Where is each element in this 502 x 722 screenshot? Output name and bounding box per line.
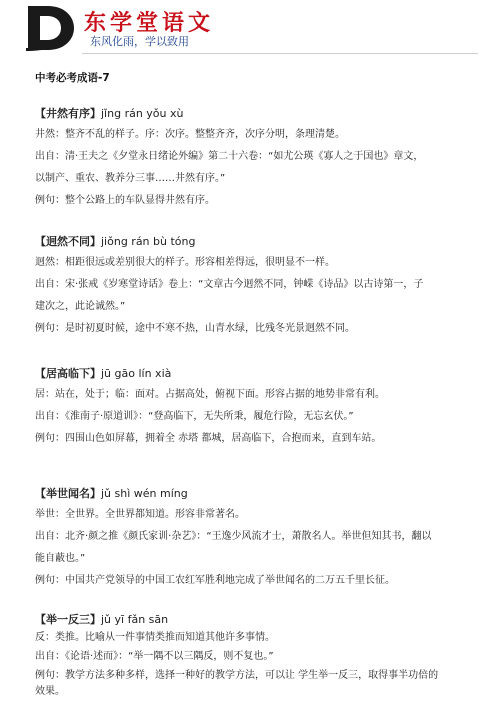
idiom-name: 【井然有序】: [35, 107, 101, 120]
idiom-example: 例句：中国共产党领导的中国工农红军胜利地完成了举世闻名的二万五千里长征。: [35, 575, 395, 586]
idiom-meaning: 井然：整齐不乱的样子。序：次序。整整齐齐，次序分明，条理清楚。: [35, 129, 345, 140]
idiom-entry: [35, 486, 480, 589]
idiom-name: 【迥然不同】: [35, 235, 101, 248]
idiom-source-line: 出自：宋·张戒《岁寒堂诗话》卷上：“文章古今迥然不同，钟嵘《诗品》以古诗第一，子: [35, 279, 424, 290]
idiom-meaning: 居：站在，处于；临：面对。占据高处，俯视下面。形容占据的地势非常有利。: [35, 389, 385, 400]
idiom-example: 例句：是时初夏时候，途中不寒不热，山青水绿，比残冬光景迥然不同。: [35, 323, 355, 334]
idiom-meaning: 举世：全世界。全世界都知道。形容非常著名。: [35, 509, 245, 520]
idiom-example: 例句：教学方法多种多样，选择一种好的教学方法，可以让 学生举一反三，取得事半功倍的: [35, 670, 439, 681]
header-divider: [82, 53, 478, 54]
idiom-example: 例句：四围山色如屏幕，拥着全 赤塔 都城，居高临下，合抱而来，直到车站。: [35, 433, 382, 444]
idiom-source-line: 出自：《淮南子·原道训》：“登高临下，无失所秉，履危行险，无忘玄伏。”: [35, 411, 354, 422]
idiom-heading: [35, 366, 480, 381]
idiom-source-line: 建次之，此论诚然。”: [35, 301, 126, 312]
idiom-pinyin: jǔ yī fǎn sān: [101, 613, 169, 626]
idiom-entry: [35, 612, 480, 700]
idiom-pinyin: jiǒng rán bù tóng: [101, 235, 196, 248]
logo-d-icon: [24, 4, 78, 52]
idiom-source-line: 出自：《论语·述而》：“举一隅不以三隅反，则不复也。”: [35, 651, 274, 662]
idiom-heading: [35, 612, 480, 627]
idiom-name: 【举一反三】: [35, 613, 101, 626]
document-title: 中考必考成语-7: [35, 72, 110, 84]
brand-name: 东学堂语文: [84, 10, 215, 36]
idiom-example: 例句：整个公路上的车队显得井然有序。: [35, 195, 215, 206]
idiom-meaning: 反：类推。比喻从一件事情类推而知道其他许多事情。: [35, 632, 275, 643]
header: [0, 0, 502, 56]
idiom-entry: [35, 106, 480, 209]
idiom-entry: [35, 234, 480, 337]
idiom-meaning: 迥然：相距很远或差别很大的样子。形容相差得远，很明显不一样。: [35, 257, 335, 268]
brand-slogan: 东风化雨，学以致用: [90, 35, 189, 48]
idiom-source-line: 出自：北齐·颜之推《颜氏家训·杂艺》：“王逸少风流才士，萧散名人。举世但知其书，翻以: [35, 531, 432, 542]
idiom-name: 【举世闻名】: [35, 487, 101, 500]
idiom-example: 效果。: [35, 686, 65, 697]
idiom-heading: [35, 106, 480, 121]
idiom-pinyin: jū gāo lín xià: [101, 367, 172, 380]
idiom-heading: [35, 234, 480, 249]
idiom-entry: [35, 366, 480, 447]
idiom-pinyin: jǐng rán yǒu xù: [101, 107, 184, 120]
idiom-source-line: 能自蔽也。”: [35, 553, 86, 564]
idiom-source-line: 出自：清·王夫之《夕堂永日绪论外编》第二十六卷：“如尤公瑛《寡人之于国也》章文，: [35, 151, 424, 162]
idiom-source-line: 以制产、重农、教养分三事……井然有序。”: [35, 173, 226, 184]
idiom-name: 【居高临下】: [35, 367, 101, 380]
idiom-heading: [35, 486, 480, 501]
idiom-pinyin: jǔ shì wén míng: [101, 487, 188, 500]
